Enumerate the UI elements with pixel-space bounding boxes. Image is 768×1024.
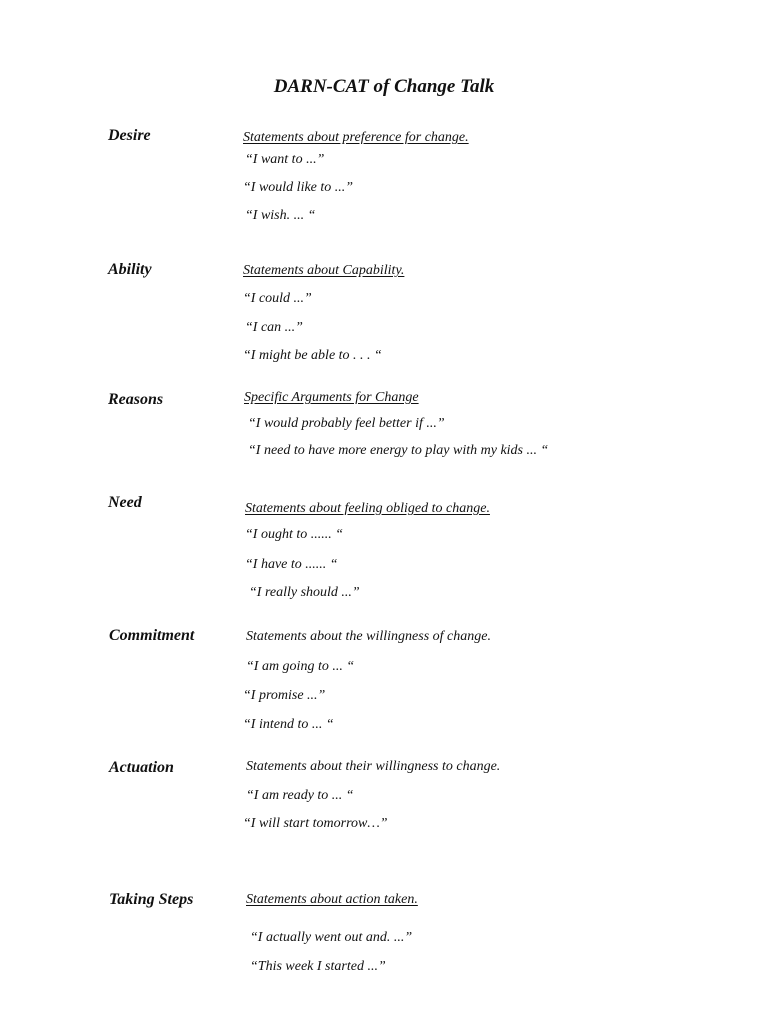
section-description-reasons: Specific Arguments for Change [244, 390, 419, 405]
example-commitment-3: “I intend to ... “ [243, 717, 334, 732]
example-need-2: “I have to ...... “ [245, 557, 338, 572]
section-description-need: Statements about feeling obliged to change. [245, 501, 490, 516]
section-description-desire: Statements about preference for change. [243, 130, 469, 145]
section-label-desire: Desire [108, 127, 151, 144]
example-ability-3: “I might be able to . . . “ [243, 348, 382, 363]
example-actuation-1: “I am ready to ... “ [246, 788, 354, 803]
example-taking-steps-1: “I actually went out and. ...” [250, 930, 413, 945]
section-label-taking-steps: Taking Steps [109, 891, 194, 908]
example-need-3: “I really should ...” [249, 585, 360, 600]
section-label-need: Need [108, 494, 142, 511]
example-reasons-2: “I need to have more energy to play with my kids ... “ [248, 443, 549, 458]
example-desire-1: “I want to ...” [245, 152, 325, 167]
section-label-actuation: Actuation [109, 759, 174, 776]
example-reasons-1: “I would probably feel better if ...” [248, 416, 445, 431]
example-actuation-2: “I will start tomorrow…” [243, 816, 388, 831]
example-commitment-1: “I am going to ... “ [246, 659, 355, 674]
section-label-ability: Ability [108, 261, 152, 278]
example-ability-2: “I can ...” [245, 320, 303, 335]
example-ability-1: “I could ...” [243, 291, 312, 306]
section-description-commitment: Statements about the willingness of change. [246, 629, 491, 644]
section-description-actuation: Statements about their willingness to change. [246, 759, 501, 774]
example-taking-steps-2: “This week I started ...” [250, 959, 386, 974]
section-description-ability: Statements about Capability. [243, 263, 405, 278]
section-label-commitment: Commitment [109, 627, 195, 644]
example-need-1: “I ought to ...... “ [245, 527, 344, 542]
example-desire-3: “I wish. ... “ [245, 208, 316, 223]
example-commitment-2: “I promise ...” [243, 688, 326, 703]
document-title: DARN-CAT of Change Talk [273, 76, 495, 97]
section-label-reasons: Reasons [108, 391, 164, 408]
section-description-taking-steps: Statements about action taken. [246, 892, 418, 907]
example-desire-2: “I would like to ...” [243, 180, 354, 195]
